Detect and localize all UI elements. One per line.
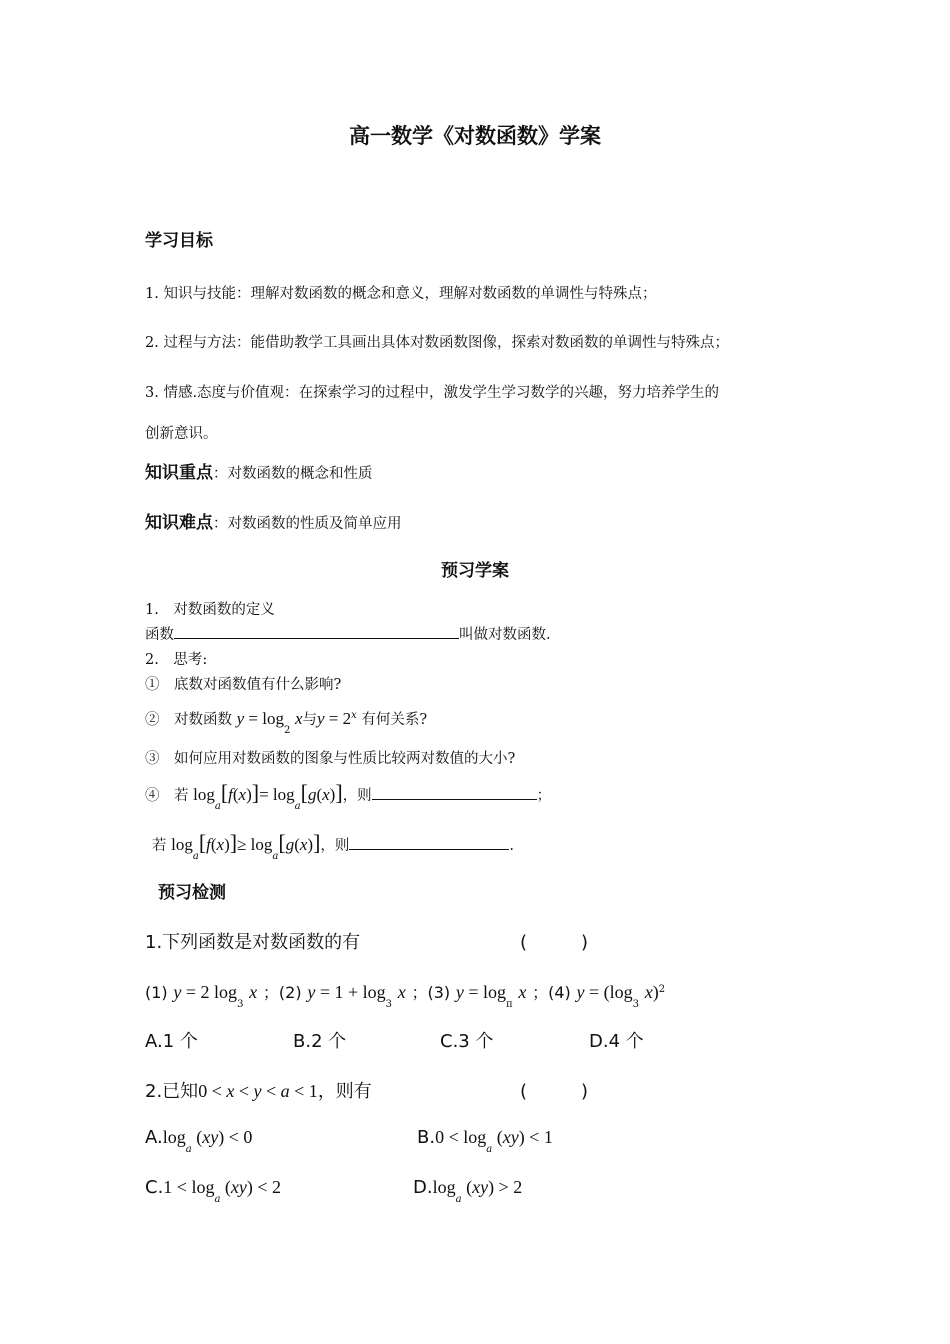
item-label: (1) [145,983,168,1002]
goal-label: 情感.态度与价值观： [163,385,299,401]
definition-prefix: 函数 [145,627,174,643]
option-d[interactable]: D.4 个 [589,1031,644,1052]
definition-line [145,623,551,644]
check-question-1-items: (1) y = 2 $\log_3 x$ ；(2) $y = 1 + \log_3 x$ ；(3) $y = \log_\pi x$ ；(4) $y = (\log_3$ x)$^2$ [145,982,666,1010]
think-question-5: 若 $\log_a[f(x)]\ge \log_a[g(x)]$，则 . [152,830,515,862]
difficult-point-text: ：对数函数的性质及简单应用 [213,516,402,532]
q2-suffix: 有何关系? [361,712,428,728]
q5-formula: log [171,835,193,854]
q4-end: ； [536,788,552,804]
goal-label: 知识与技能： [163,286,251,302]
option-a[interactable]: A.1 个 [145,1031,198,1052]
definition-blank[interactable] [174,624,459,639]
q5-then: ，则 [320,838,350,854]
check-heading: 预习检测 [158,883,226,903]
q2-option-b[interactable]: $B.0 < \log_a (xy) < 1$ [417,1127,553,1155]
q4-blank[interactable] [372,785,537,800]
q4-formula: log [193,785,215,804]
page-title: 高一数学《对数函数》学案 [349,124,601,148]
goal-text: 在探索学习的过程中，激发学生学习数学的兴趣，努力培养学生的 [298,385,720,401]
key-point-text: ：对数函数的概念和性质 [213,466,373,482]
goal-num: 3. [145,385,159,401]
goal-text: 能借助教学工具画出具体对数函数图像，探索对数函数的单调性与特殊点； [250,335,729,351]
goal-num: 1. [145,286,159,302]
check-question-1-stem: 1.下列函数是对数函数的有 [145,932,361,953]
goal-item-3-continued: 创新意识。 [145,426,218,442]
think-question-1: ① 底数对函数值有什么影响? [145,677,342,693]
key-point [145,458,373,483]
goal-item-1 [145,282,656,303]
think-question-2: ② 对数函数 $y = \log_2 x$与$y = 2^x$ 有何关系? [145,709,428,736]
q2-option-a[interactable]: $A.\log_a$ (xy) < 0 [145,1127,253,1155]
think-title: 2. 思考: [145,652,208,668]
key-point-label: 知识重点 [145,463,213,483]
difficult-point [145,508,402,533]
option-b[interactable]: B.2 个 [293,1031,347,1052]
q4-then: ，则 [342,788,372,804]
goal-num: 2. [145,335,159,351]
goal-item-3 [145,381,719,402]
q2-option-c[interactable]: $C.1 < \log_a (xy) < 2$ [145,1177,282,1205]
preview-heading: 预习学案 [441,561,509,581]
q2-formula: y [236,709,245,728]
item-label: ；(4) [532,983,571,1002]
goal-label: 过程与方法： [163,335,251,351]
think-question-3: ③ 如何应用对数函数的图象与性质比较两对数值的大小? [145,751,516,767]
q5-end: . [509,838,515,854]
q5-prefix: 若 [152,838,167,854]
q5-blank[interactable] [349,835,509,850]
goals-heading: 学习目标 [145,231,213,251]
think-question-4: ④ 若 $\log_a[f(x)]= \log_a[g(x)]$，则 ； [145,780,552,812]
q2-prefix: ② 对数函数 [145,712,232,728]
q4-prefix: ④ 若 [145,788,189,804]
goal-item-2 [145,331,729,352]
goal-text: 理解对数函数的概念和意义，理解对数函数的单调性与特殊点； [250,286,657,302]
item-label: ；(3) [411,983,451,1002]
check-question-2-stem: 2.已知0 < x < y < a < 1，则有 [145,1081,372,1102]
q2-option-d[interactable]: $D.\log_a$ (xy) > 2 [413,1177,523,1205]
definition-title: 1. 对数函数的定义 [145,602,275,618]
check-question-1-paren: ( ) [520,932,589,953]
option-c[interactable]: C.3 个 [440,1031,494,1052]
definition-suffix: 叫做对数函数. [459,627,551,643]
item-label: ；(2) [262,983,302,1002]
check-question-2-paren: ( ) [520,1081,589,1102]
difficult-point-label: 知识难点 [145,513,213,533]
